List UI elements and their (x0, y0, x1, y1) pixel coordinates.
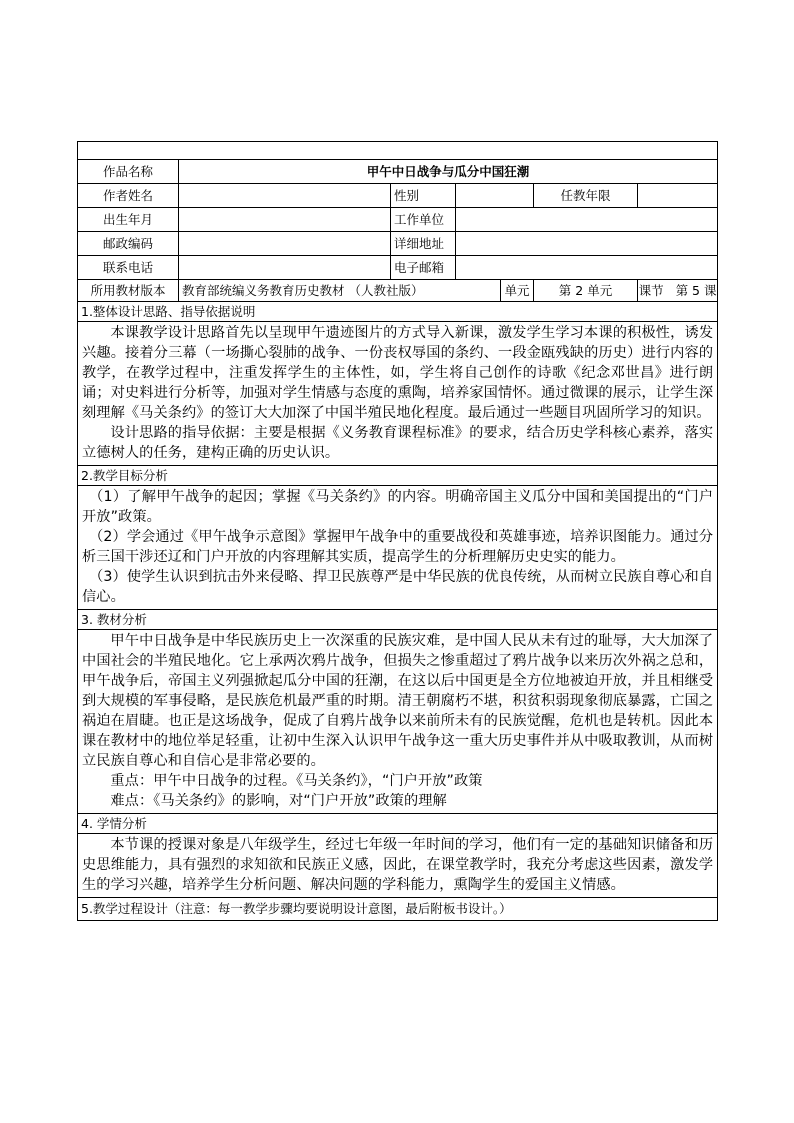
unit-value: 第 2 单元 (534, 280, 638, 302)
section-3-difficulty: 难点：《马关条约》的影响，对“门户开放”政策的理解 (110, 793, 447, 809)
section-4-heading-row (78, 814, 718, 834)
email-value (456, 256, 718, 280)
work-unit-label: 工作单位 (391, 208, 456, 232)
row-author (78, 184, 718, 208)
section-1-heading-row (78, 302, 718, 322)
lesson-label: 课节 (638, 282, 664, 298)
row-textbook (78, 280, 718, 302)
row-birth (78, 208, 718, 232)
section-3-heading-row (78, 610, 718, 630)
top-blank-row (78, 142, 718, 160)
address-label: 详细地址 (391, 232, 456, 256)
section-2-paragraph: （1）了解甲午战争的起因；掌握《马关条约》的内容。明确帝国主义瓜分中国和美国提出的“门户开放”政策。 (82, 489, 714, 525)
section-4-heading: 4. 学情分析 (78, 814, 718, 834)
section-1-paragraph: 本课教学设计思路首先以呈现甲午遗迹图片的方式导入新课，激发学生学习本课的积极性，诱发兴趣。接着分三幕（一场撕心裂肺的战争、一份丧权辱国的条约、一段金瓯残缺的历史）进行内容的教学，在教学过程中，注重发挥学生的主体性，如，学生将自己创作的诗歌《纪念邓世昌》进行朗诵；对史料进行分析等，加强对学生情感与态度的熏陶，培养家国情怀。通过微课的展示，让学生深刻理解《马关条约》的签订大大加深了中国半殖民地化程度。最后通过一些题目巩固所学习的知识。 (82, 325, 714, 421)
section-1-heading: 1.整体设计思路、指导依据说明 (78, 302, 718, 322)
phone-label: 联系电话 (78, 256, 179, 280)
lesson-cell (638, 280, 718, 302)
section-3-heading: 3. 教材分析 (78, 610, 718, 630)
email-label: 电子邮箱 (391, 256, 456, 280)
birth-value (179, 208, 391, 232)
lesson-value: 第 5 课 (675, 282, 717, 298)
section-2-heading-row (78, 466, 718, 486)
section-2-heading: 2.教学目标分析 (78, 466, 718, 486)
section-2-body-row (78, 486, 718, 610)
phone-value (179, 256, 391, 280)
section-4-body (78, 834, 718, 898)
section-4-body-row (78, 834, 718, 898)
row-work-name (78, 160, 718, 184)
row-phone (78, 256, 718, 280)
section-2-paragraph: （3）使学生认识到抗击外来侵略、捍卫民族尊严是中华民族的优良传统，从而树立民族自尊心和自信心。 (82, 569, 714, 605)
section-3-key-point: 重点：甲午中日战争的过程。《马关条约》，“门户开放”政策 (110, 773, 483, 789)
postcode-label: 邮政编码 (78, 232, 179, 256)
section-1-body-row (78, 322, 718, 466)
gender-label: 性别 (391, 184, 456, 208)
work-name-value: 甲午中日战争与瓜分中国狂潮 (179, 160, 718, 184)
section-3-paragraph: 甲午中日战争是中华民族历史上一次深重的民族灾难，是中国人民从未有过的耻辱，大大加深了中国社会的半殖民地化。它上承两次鸦片战争，但损失之惨重超过了鸦片战争以来历次外祸之总和，甲午战争后，帝国主义列强掀起瓜分中国的狂潮，在这以后中国更是全方位地被迫开放，并且相继受到大规模的军事侵略，是民族危机最严重的时期。清王朝腐朽不堪，积贫积弱现象彻底暴露，亡国之祸迫在眉睫。也正是这场战争，促成了自鸦片战争以来前所未有的民族觉醒，危机也是转机。因此本课在教材中的地位举足轻重，让初中生深入认识甲午战争这一重大历史事件并从中吸取教训，从而树立民族自尊心和自信心是非常必要的。 (82, 633, 714, 769)
textbook-label: 所用教材版本 (78, 280, 179, 302)
textbook-value: 教育部统编义务教育历史教材 （人教社版） (179, 280, 501, 302)
section-5-heading-row (78, 898, 718, 921)
work-name-label: 作品名称 (78, 160, 179, 184)
gender-value (456, 184, 534, 208)
teaching-years-label: 任教年限 (534, 184, 638, 208)
section-1-body (78, 322, 718, 466)
lesson-plan-form (77, 141, 718, 921)
row-postcode (78, 232, 718, 256)
section-3-body (78, 630, 718, 814)
section-2-body (78, 486, 718, 610)
section-2-paragraph: （2）学会通过《甲午战争示意图》掌握甲午战争中的重要战役和英雄事迹，培养识图能力。通过分析三国干涉还辽和门户开放的内容理解其实质，提高学生的分析理解历史史实的能力。 (82, 529, 714, 565)
section-4-paragraph: 本节课的授课对象是八年级学生，经过七年级一年时间的学习，他们有一定的基础知识储备和历史思维能力，具有强烈的求知欲和民族正义感，因此，在课堂教学时，我充分考虑这些因素，激发学生的学习兴趣，培养学生分析问题、解决问题的学科能力，熏陶学生的爱国主义情感。 (82, 837, 714, 893)
address-value (456, 232, 718, 256)
author-name-label: 作者姓名 (78, 184, 179, 208)
top-blank-cell (78, 142, 718, 160)
section-3-body-row (78, 630, 718, 814)
birth-label: 出生年月 (78, 208, 179, 232)
section-5-heading: 5.教学过程设计（注意：每一教学步骤均要说明设计意图，最后附板书设计。） (78, 898, 718, 921)
section-1-paragraph: 设计思路的指导依据：主要是根据《义务教育课程标准》的要求，结合历史学科核心素养，落实立德树人的任务，建构正确的历史认识。 (82, 425, 714, 461)
author-name-value (179, 184, 391, 208)
teaching-years-value (638, 184, 718, 208)
postcode-value (179, 232, 391, 256)
unit-label: 单元 (501, 280, 534, 302)
work-unit-value (456, 208, 718, 232)
